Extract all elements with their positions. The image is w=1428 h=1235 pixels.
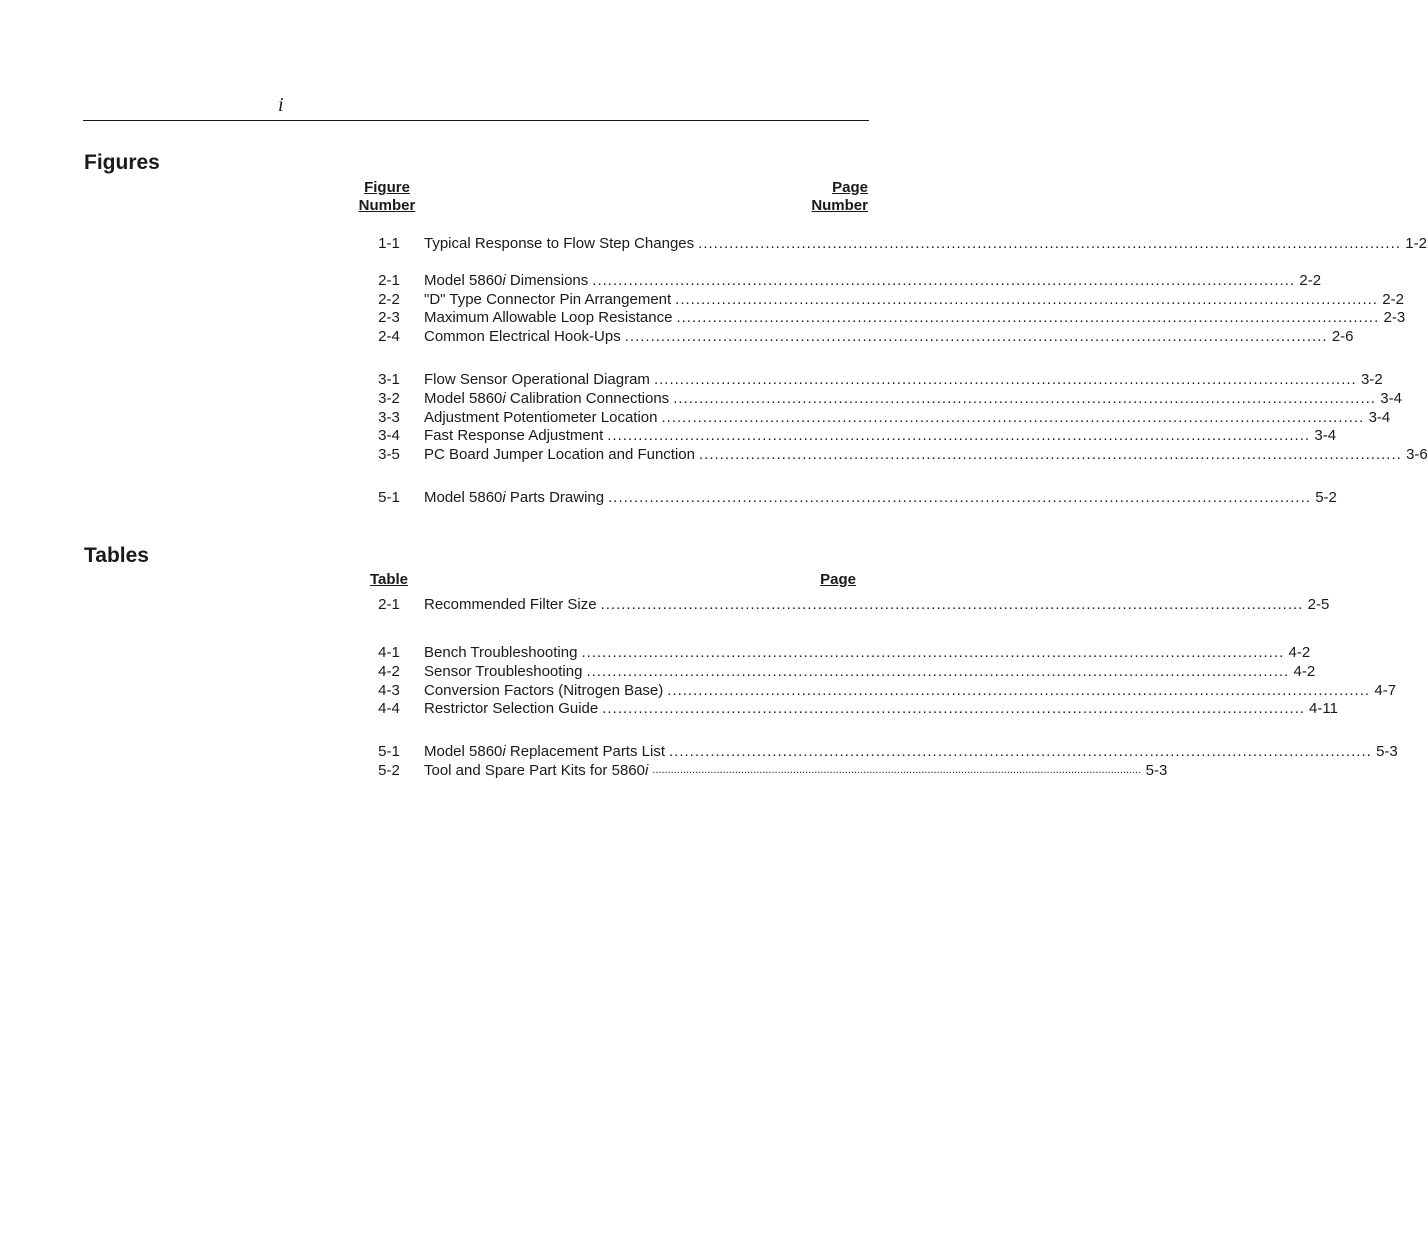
table-number: 2-1 (378, 596, 400, 613)
table-page: 4-7 (1374, 682, 1397, 699)
dot-leader: ........................................................................................................................................ (608, 489, 1311, 506)
figure-title: Fast Response Adjustment (424, 427, 604, 444)
dot-leader: ........................................................................................................................................ (699, 446, 1402, 463)
figure-entry[interactable] (360, 370, 1383, 389)
dot-leader: ................................................................................................................................................................ (652, 764, 1142, 776)
figure-page: 1-2 (1405, 235, 1427, 252)
tables-heading: Tables (84, 544, 149, 567)
figure-title: Model 5860i Dimensions (424, 272, 589, 289)
figure-entry[interactable] (360, 327, 1354, 346)
table-number: 5-2 (378, 762, 400, 779)
table-entry[interactable] (360, 662, 1316, 681)
figure-number: 5-1 (378, 489, 400, 506)
table-page: 4-2 (1288, 644, 1311, 661)
dot-leader: ........................................................................................................................................ (592, 272, 1296, 289)
table-number: 4-3 (378, 682, 400, 699)
figure-title: Typical Response to Flow Step Changes (424, 235, 695, 252)
dot-leader: ........................................................................................................................................ (661, 409, 1365, 426)
figure-page: 2-3 (1383, 309, 1406, 326)
table-entry[interactable] (360, 681, 1397, 700)
table-title: Tool and Spare Part Kits for 5860i (424, 762, 649, 779)
figure-number: 2-4 (378, 328, 400, 345)
figure-entry[interactable] (360, 488, 1337, 507)
dot-leader: ........................................................................................................................................ (581, 644, 1285, 661)
figure-title: Common Electrical Hook-Ups (424, 328, 621, 345)
dot-leader: ........................................................................................................................................ (607, 427, 1311, 444)
table-number-column-header: Table (369, 571, 409, 588)
figure-page: 5-2 (1315, 489, 1337, 506)
table-entry[interactable] (360, 699, 1338, 718)
figure-entry[interactable] (360, 445, 1428, 464)
figure-number-column-header (357, 179, 417, 215)
figure-title: Maximum Allowable Loop Resistance (424, 309, 673, 326)
figure-number: 3-1 (378, 371, 400, 388)
figure-page: 3-6 (1406, 446, 1428, 463)
figure-page: 3-4 (1380, 390, 1402, 407)
figure-number: 3-3 (378, 409, 400, 426)
figures-heading: Figures (84, 151, 160, 174)
figure-number: 2-3 (378, 309, 400, 326)
figure-title: PC Board Jumper Location and Function (424, 446, 695, 463)
table-page: 2-5 (1307, 596, 1330, 613)
figure-title: Model 5860i Calibration Connections (424, 390, 670, 407)
table-title: Sensor Troubleshooting (424, 663, 583, 680)
figure-entry[interactable] (360, 290, 1404, 309)
figure-number: 3-4 (378, 427, 400, 444)
dot-leader: ........................................................................................................................................ (600, 596, 1304, 613)
dot-leader: ........................................................................................................................................ (624, 328, 1328, 345)
table-number: 4-4 (378, 700, 400, 717)
figure-entry[interactable] (360, 271, 1322, 290)
figure-number: 3-5 (378, 446, 400, 463)
table-number: 4-1 (378, 644, 400, 661)
table-title: Model 5860i Replacement Parts List (424, 743, 665, 760)
table-page: 5-3 (1376, 743, 1398, 760)
figure-entry[interactable] (360, 234, 1427, 253)
figure-page: 3-4 (1314, 427, 1337, 444)
figures-page-header-line1: Page (832, 179, 868, 196)
page-number: i (278, 94, 284, 116)
table-page: 4-2 (1293, 663, 1316, 680)
figure-page: 2-2 (1382, 291, 1404, 308)
figure-number: 2-2 (378, 291, 400, 308)
table-entry[interactable] (360, 761, 1168, 780)
tables-page-column-header: Page (820, 571, 856, 588)
figure-column-header-line2: Number (358, 197, 416, 214)
figures-page-column-header (796, 179, 868, 215)
table-title: Conversion Factors (Nitrogen Base) (424, 682, 664, 699)
dot-leader: ........................................................................................................................................ (653, 371, 1357, 388)
figure-entry[interactable] (360, 426, 1337, 445)
dot-leader: ........................................................................................................................................ (667, 682, 1371, 699)
table-number: 5-1 (378, 743, 400, 760)
table-title: Bench Troubleshooting (424, 644, 578, 661)
dot-leader: ........................................................................................................................................ (586, 663, 1290, 680)
table-entry[interactable] (360, 595, 1330, 614)
table-page: 4-11 (1309, 700, 1338, 717)
dot-leader: ........................................................................................................................................ (673, 390, 1376, 407)
table-page: 5-3 (1145, 762, 1168, 779)
dot-leader: ........................................................................................................................................ (669, 743, 1372, 760)
figure-entry[interactable] (360, 408, 1391, 427)
table-number: 4-2 (378, 663, 400, 680)
figure-column-header-line1: Figure (364, 179, 410, 196)
figure-page: 2-6 (1331, 328, 1354, 345)
header-rule (83, 120, 869, 121)
figure-page: 3-2 (1361, 371, 1383, 388)
figure-page: 2-2 (1299, 272, 1322, 289)
table-title: Recommended Filter Size (424, 596, 597, 613)
table-title: Restrictor Selection Guide (424, 700, 599, 717)
figure-title: Adjustment Potentiometer Location (424, 409, 658, 426)
figure-title: Model 5860i Parts Drawing (424, 489, 605, 506)
table-entry[interactable] (360, 742, 1398, 761)
figure-entry[interactable] (360, 308, 1406, 327)
dot-leader: ........................................................................................................................................ (676, 309, 1380, 326)
figure-number: 2-1 (378, 272, 400, 289)
figure-number: 1-1 (378, 235, 400, 252)
figures-page-header-line2: Number (811, 197, 868, 214)
figure-title: "D" Type Connector Pin Arrangement (424, 291, 672, 308)
table-entry[interactable] (360, 643, 1311, 662)
figure-number: 3-2 (378, 390, 400, 407)
figure-title: Flow Sensor Operational Diagram (424, 371, 650, 388)
dot-leader: ........................................................................................................................................ (675, 291, 1378, 308)
dot-leader: ........................................................................................................................................ (698, 235, 1401, 252)
figure-entry[interactable] (360, 389, 1402, 408)
dot-leader: ........................................................................................................................................ (602, 700, 1306, 717)
figure-page: 3-4 (1368, 409, 1391, 426)
